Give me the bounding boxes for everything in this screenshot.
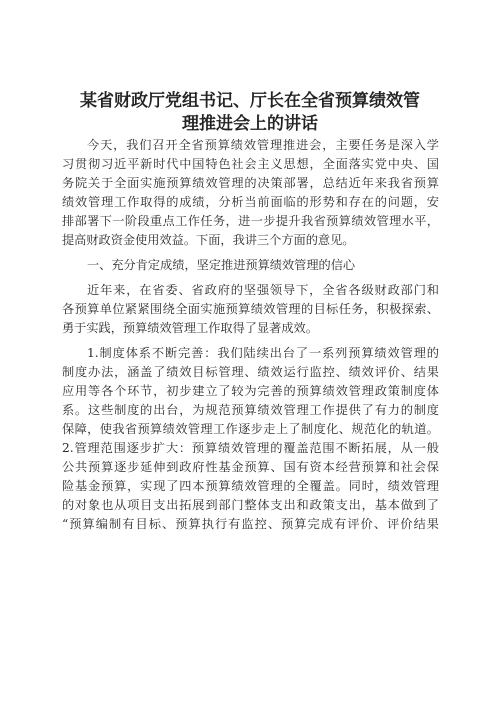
paragraph-line: 1.制度体系不断完善：我们陆续出台了一系列预算绩效管理的: [87, 346, 439, 360]
paragraph-line: 各预算单位紧紧围绕全面实施预算绩效管理的目标任务，积极探索、: [62, 302, 439, 316]
paragraph-line: 勇于实践，预算绩效管理工作取得了显著成效。: [62, 321, 318, 335]
paragraph-line: 系。这些制度的出台，为规范预算绩效管理工作提供了有力的制度: [62, 403, 439, 417]
paragraph-line: 提高财政资金使用效益。下面，我讲三个方面的意见。: [62, 233, 355, 247]
paragraph-line: 今天，我们召开全省预算绩效管理推进会，主要任务是深入学: [87, 138, 439, 152]
paragraph-line: 保障，使我省预算绩效管理工作逐步走上了制度化、规范化的轨道。: [62, 422, 439, 436]
paragraph-line: 险基金预算，实现了四本预算绩效管理的全覆盖。同时，绩效管理: [62, 479, 439, 493]
paragraph-line: 制度办法，涵盖了绩效目标管理、绩效运行监控、绩效评价、结果: [62, 365, 439, 379]
paragraph-line: 排部署下一阶段重点工作任务，进一步提升我省预算绩效管理水平，: [62, 214, 439, 228]
paragraph-line: 务院关于全面实施预算绩效管理的决策部署，总结近年来我省预算: [62, 176, 439, 190]
document-title-line-2: 理推进会上的讲话: [182, 114, 318, 134]
paragraph-line: 公共预算逐步延伸到政府性基金预算、国有资本经营预算和社会保: [62, 460, 439, 474]
paragraph-line: 2.管理范围逐步扩大：预算绩效管理的覆盖范围不断拓展，从一般: [62, 441, 439, 455]
paragraph-line: 绩效管理工作取得的成绩，分析当前面临的形势和存在的问题，安: [62, 195, 439, 209]
paragraph-line: 习贯彻习近平新时代中国特色社会主义思想，全面落实党中央、国: [62, 157, 439, 171]
paragraph-line: 的对象也从项目支出拓展到部门整体支出和政策支出，基本做到了: [62, 498, 439, 512]
paragraph-line: “预算编制有目标、预算执行有监控、预算完成有评价、评价结果: [62, 517, 439, 531]
paragraph-line: 应用等各个环节，初步建立了较为完善的预算绩效管理政策制度体: [62, 384, 439, 398]
section-heading: 一、充分肯定成绩，坚定推进预算绩效管理的信心: [87, 258, 356, 272]
paragraph-line: 近年来，在省委、省政府的坚强领导下，全省各级财政部门和: [87, 283, 439, 297]
document-title-line-1: 某省财政厅党组书记、厅长在全省预算绩效管: [80, 91, 420, 111]
